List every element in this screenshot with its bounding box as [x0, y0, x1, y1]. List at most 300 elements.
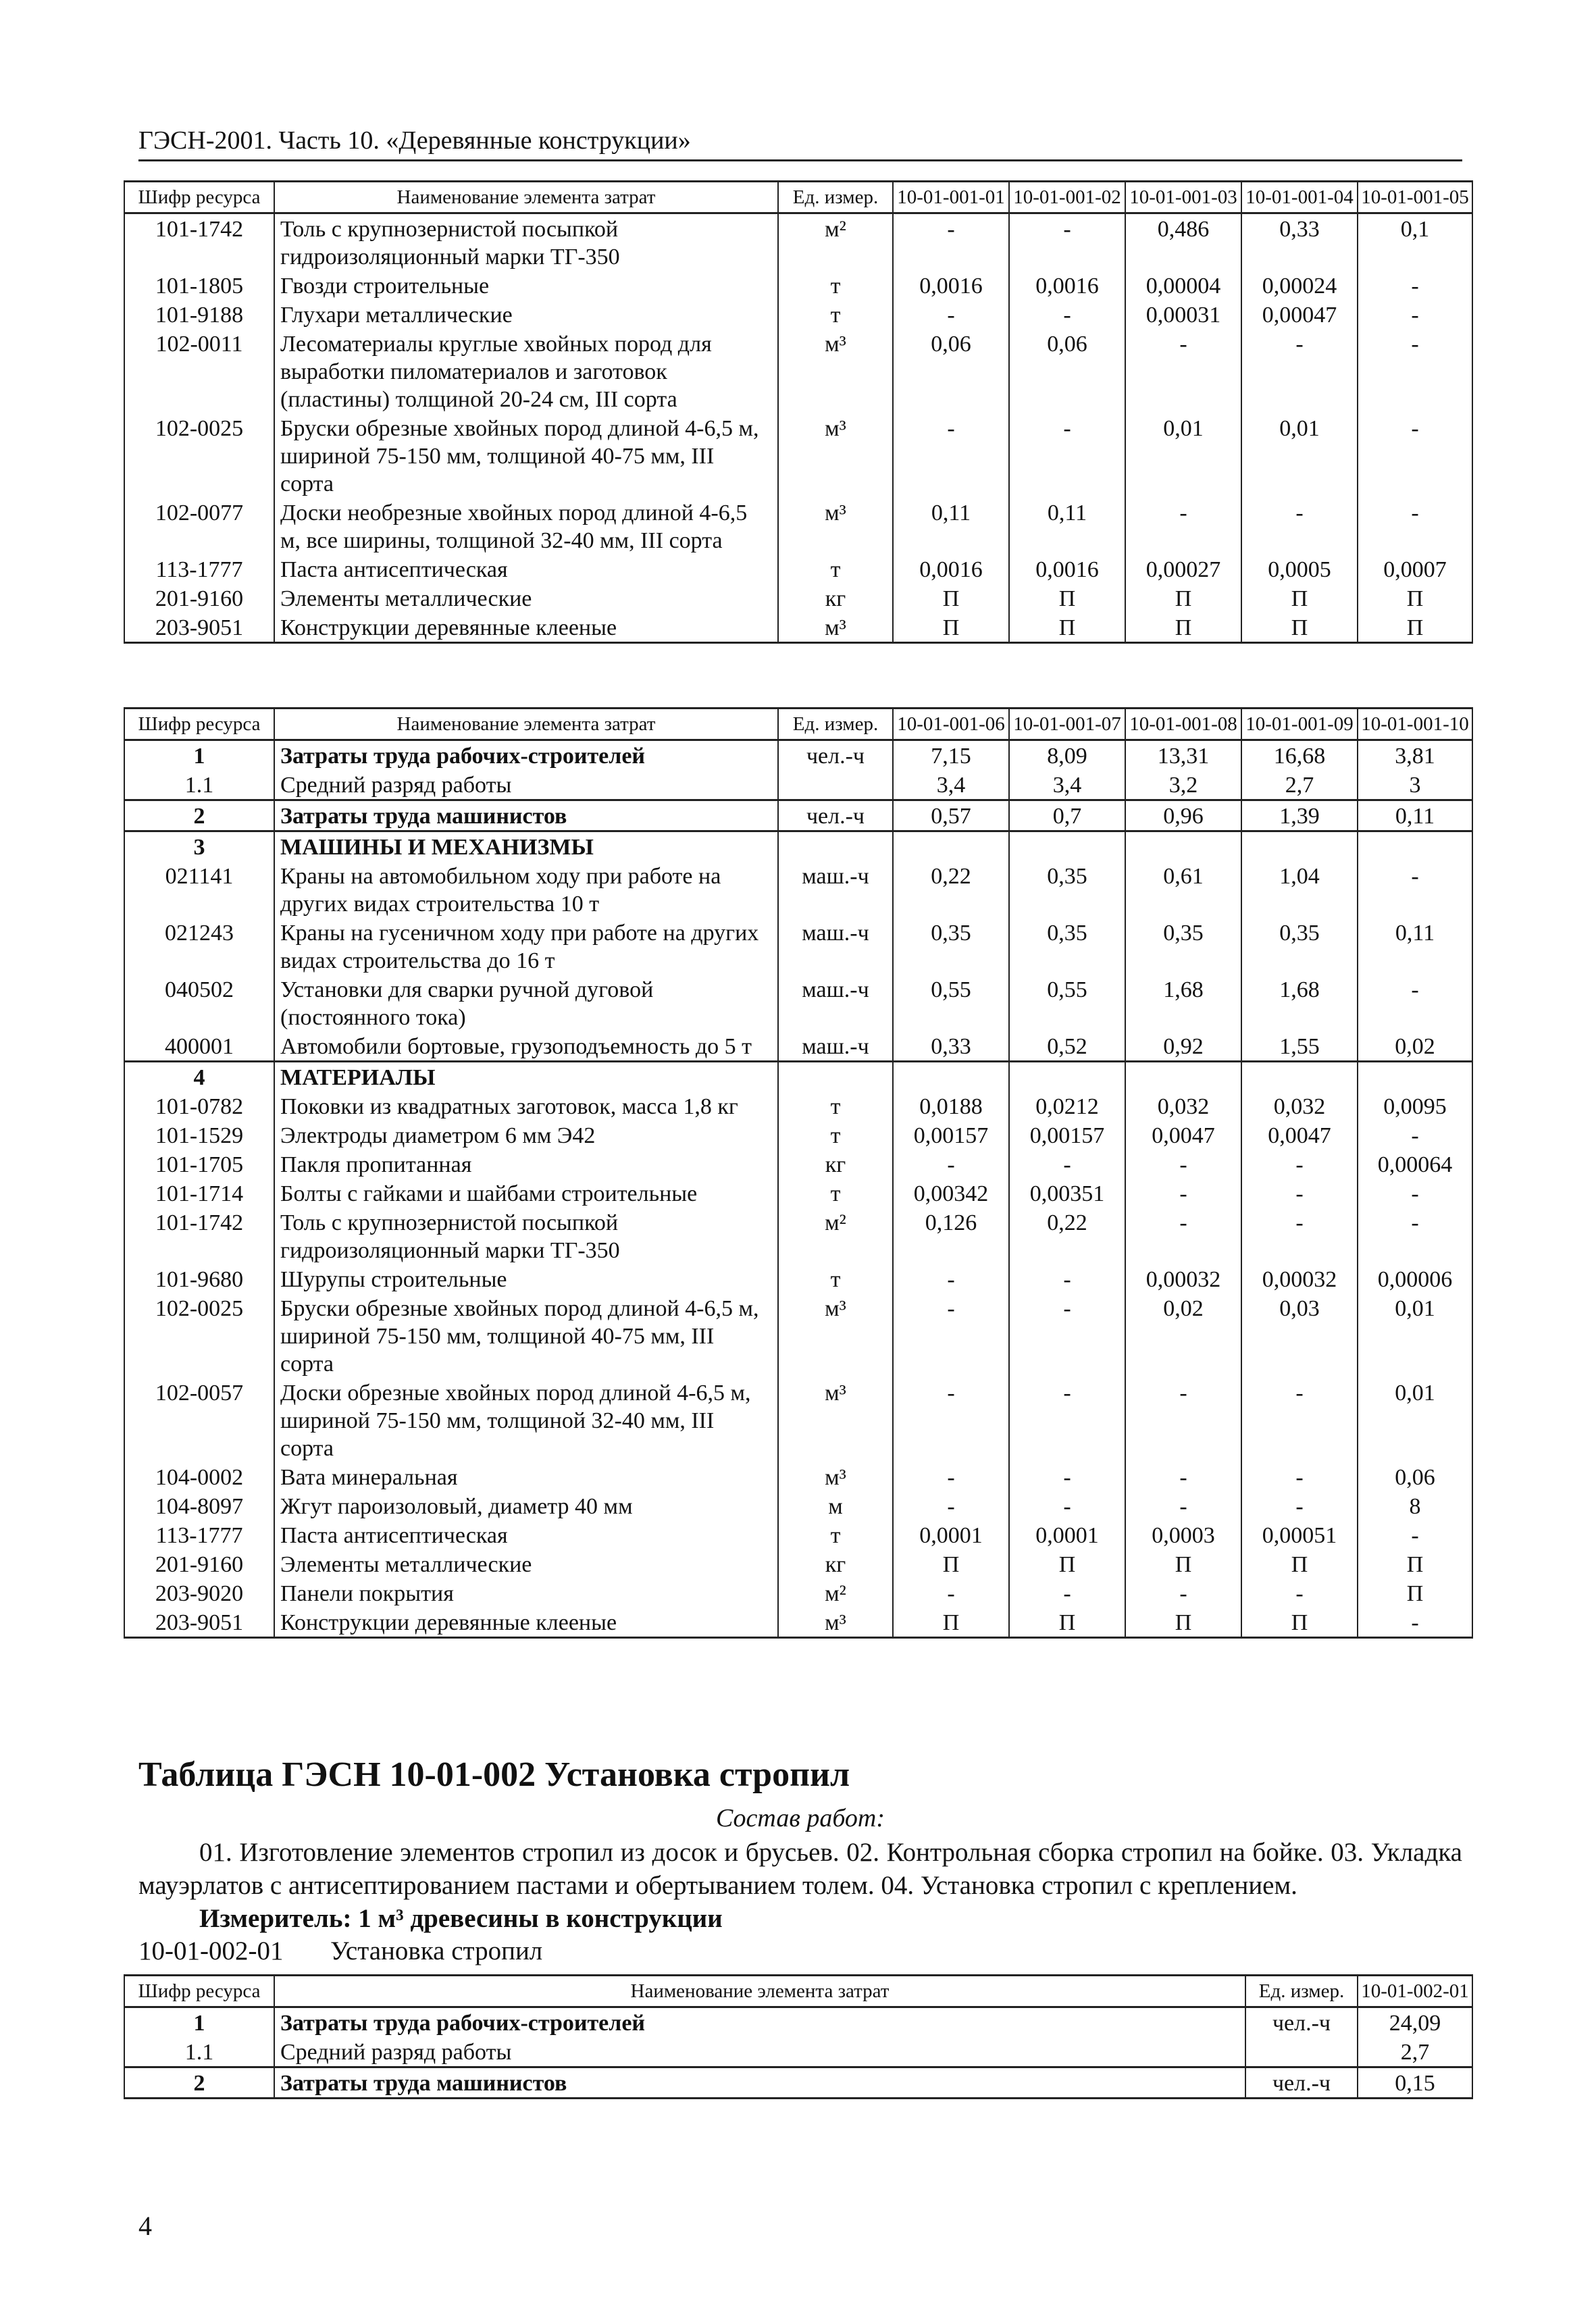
resource-code-cell: 021243 [124, 918, 274, 975]
norm-value-cell: 0,00342 [893, 1179, 1009, 1208]
cost-element-name-cell: Электроды диаметром 6 мм Э42 [274, 1121, 778, 1150]
table-row [124, 1150, 1472, 1179]
table1-body [124, 182, 1472, 643]
norm-value-cell: 3,4 [893, 770, 1009, 800]
norm-value-cell: - [1125, 1491, 1241, 1520]
norm-value-cell: 0,00064 [1358, 1150, 1472, 1179]
unit-cell: т [778, 271, 893, 300]
table3-body [124, 1976, 1472, 2099]
cost-element-name-cell: Толь с крупнозернистой посыпкой гидроизоляционный марки ТГ-350 [274, 1208, 778, 1264]
norm-value-cell: 0,0016 [893, 271, 1009, 300]
resource-code-cell: 203-9051 [124, 613, 274, 643]
table-row [124, 1520, 1472, 1549]
work-composition-label: Состав работ: [715, 1804, 885, 1832]
norm-value-cell: П [1125, 1549, 1241, 1578]
norm-value-cell: 0,96 [1125, 800, 1241, 831]
norm-value-cell: П [1358, 613, 1472, 643]
norm-value-cell: 0,0212 [1009, 1091, 1125, 1121]
norm-value-cell: - [1241, 1491, 1358, 1520]
table-row [124, 1179, 1472, 1208]
unit-cell: м³ [778, 1378, 893, 1462]
resource-code-cell: 101-9680 [124, 1264, 274, 1293]
norm-value-cell: 0,22 [893, 861, 1009, 918]
unit-cell: м² [778, 1578, 893, 1608]
cost-element-name-cell: Краны на автомобильном ходу при работе на других видах строительства 10 т [274, 861, 778, 918]
norm-value-cell: П [893, 584, 1009, 613]
cost-element-name-cell: Краны на гусеничном ходу при работе на других видах строительства до 16 т [274, 918, 778, 975]
unit-cell: м³ [778, 1293, 893, 1378]
norm-value-cell: 0,126 [893, 1208, 1009, 1264]
resource-code-cell: 101-0782 [124, 1091, 274, 1121]
table-row [124, 770, 1472, 800]
norm-value-cell: - [1358, 413, 1472, 498]
unit-cell [778, 1062, 893, 1092]
resource-code-cell: 201-9160 [124, 1549, 274, 1578]
resource-code-cell: 040502 [124, 975, 274, 1031]
table-row [124, 918, 1472, 975]
norm-value-cell: 0,01 [1125, 413, 1241, 498]
norm-value-cell [1358, 831, 1472, 862]
norm-value-cell [1241, 1062, 1358, 1092]
table-row [124, 1121, 1472, 1150]
norm-value-cell: 1,68 [1241, 975, 1358, 1031]
resource-code-cell: 4 [124, 1062, 274, 1092]
norm-value-cell: 0,0188 [893, 1091, 1009, 1121]
norm-value-cell: 0,35 [1125, 918, 1241, 975]
cost-element-name-cell: Бруски обрезные хвойных пород длиной 4-6,5 м, шириной 75-150 мм, толщиной 40-75 мм, III сорта [274, 413, 778, 498]
cost-element-name-cell: Средний разряд работы [274, 770, 778, 800]
norm-value-cell [1358, 1062, 1472, 1092]
norm-value-cell: 3,81 [1358, 740, 1472, 771]
column-header: 10-01-001-01 [893, 182, 1009, 213]
norm-value-cell: 0,35 [1009, 861, 1125, 918]
norm-value-cell: П [1358, 584, 1472, 613]
norm-value-cell: - [1125, 329, 1241, 413]
norm-value-cell: П [1241, 613, 1358, 643]
norm-value-cell: 1,55 [1241, 1031, 1358, 1062]
norm-value-cell: - [893, 1578, 1009, 1608]
norm-value-cell: 0,00351 [1009, 1179, 1125, 1208]
table-row [124, 1608, 1472, 1638]
norm-value-cell: 3,4 [1009, 770, 1125, 800]
column-header: 10-01-001-10 [1358, 709, 1472, 740]
resource-code-cell: 104-0002 [124, 1462, 274, 1491]
cost-element-name-cell: Доски обрезные хвойных пород длиной 4-6,5 м, шириной 75-150 мм, толщиной 32-40 мм, III сорта [274, 1378, 778, 1462]
resource-code-cell: 1.1 [124, 2037, 274, 2067]
unit-cell: т [778, 1520, 893, 1549]
norm-value-cell: 0,0016 [1009, 271, 1125, 300]
norm-value-cell: - [893, 1293, 1009, 1378]
column-header: 10-01-001-02 [1009, 182, 1125, 213]
cost-element-name-cell: Гвозди строительные [274, 271, 778, 300]
cost-element-name-cell: Болты с гайками и шайбами строительные [274, 1179, 778, 1208]
norm-value-cell: П [1358, 1549, 1472, 1578]
cost-element-name-cell: Элементы металлические [274, 1549, 778, 1578]
page-header: ГЭСН-2001. Часть 10. «Деревянные конструкции» [138, 126, 691, 155]
norm-value-cell: 0,0001 [893, 1520, 1009, 1549]
norm-value-cell: П [893, 613, 1009, 643]
column-header: Шифр ресурса [124, 1976, 274, 2007]
page-number: 4 [138, 2211, 152, 2241]
unit-cell [778, 831, 893, 862]
unit-cell: т [778, 1179, 893, 1208]
table-row [124, 2007, 1472, 2038]
column-header: Ед. измер. [778, 182, 893, 213]
resource-code-cell: 2 [124, 2067, 274, 2099]
cost-element-name-cell: Жгут пароизоловый, диаметр 40 мм [274, 1491, 778, 1520]
norm-value-cell: - [1125, 498, 1241, 555]
resource-table-10-01-002-01 [124, 1974, 1473, 2099]
column-header: Наименование элемента затрат [274, 709, 778, 740]
norm-value-cell: 1,39 [1241, 800, 1358, 831]
cost-element-name-cell: Конструкции деревянные клееные [274, 1608, 778, 1638]
unit-cell: кг [778, 584, 893, 613]
norm-value-cell: - [1009, 1378, 1125, 1462]
norm-value-cell: П [1241, 1549, 1358, 1578]
table-row [124, 413, 1472, 498]
norm-value-cell: 13,31 [1125, 740, 1241, 771]
norm-value-cell: 0,57 [893, 800, 1009, 831]
norm-value-cell: П [1241, 584, 1358, 613]
norm-value-cell: 3,2 [1125, 770, 1241, 800]
unit-cell: чел.-ч [778, 800, 893, 831]
table-row [124, 1578, 1472, 1608]
table-header-row [124, 1976, 1472, 2007]
resource-code-cell: 203-9051 [124, 1608, 274, 1638]
norm-code-line [138, 1936, 542, 1966]
table-row [124, 1264, 1472, 1293]
resource-code-cell: 102-0025 [124, 413, 274, 498]
measurement-unit: Измеритель: 1 м³ древесины в конструкции [199, 1904, 723, 1933]
norm-value-cell: 0,00006 [1358, 1264, 1472, 1293]
section-title: Таблица ГЭСН 10-01-002 Установка стропил [138, 1755, 850, 1794]
unit-cell: чел.-ч [1245, 2007, 1358, 2038]
column-header: Ед. измер. [1245, 1976, 1358, 2007]
table-row [124, 2067, 1472, 2099]
norm-value-cell: 0,0047 [1241, 1121, 1358, 1150]
norm-value-cell [1241, 831, 1358, 862]
norm-value-cell: - [1125, 1150, 1241, 1179]
table-row [124, 740, 1472, 771]
norm-value-cell: - [1358, 975, 1472, 1031]
table-row [124, 271, 1472, 300]
norm-value-cell: - [893, 1378, 1009, 1462]
norm-value-cell: П [893, 1608, 1009, 1638]
unit-cell: т [778, 1091, 893, 1121]
norm-value-cell: 0,0005 [1241, 555, 1358, 584]
resource-code-cell: 104-8097 [124, 1491, 274, 1520]
column-header: 10-01-001-04 [1241, 182, 1358, 213]
unit-cell: м³ [778, 329, 893, 413]
cost-element-name-cell: Доски необрезные хвойных пород длиной 4-6,5 м, все ширины, толщиной 32-40 мм, III сорта [274, 498, 778, 555]
resource-code-cell: 101-1805 [124, 271, 274, 300]
norm-value-cell: 8 [1358, 1491, 1472, 1520]
norm-value-cell: - [1241, 1462, 1358, 1491]
unit-cell [1245, 2037, 1358, 2067]
norm-value-cell: 0,52 [1009, 1031, 1125, 1062]
table-row [124, 861, 1472, 918]
norm-value-cell: 0,0003 [1125, 1520, 1241, 1549]
norm-value-cell: 2,7 [1358, 2037, 1472, 2067]
norm-value-cell: 0,00157 [893, 1121, 1009, 1150]
norm-value-cell: 8,09 [1009, 740, 1125, 771]
norm-value-cell: - [893, 213, 1009, 272]
norm-value-cell: 0,00047 [1241, 300, 1358, 329]
norm-value-cell: 0,00157 [1009, 1121, 1125, 1150]
norm-value-cell: - [1009, 213, 1125, 272]
resource-code-cell: 102-0011 [124, 329, 274, 413]
norm-value-cell: 0,33 [1241, 213, 1358, 272]
resource-code-cell: 102-0057 [124, 1378, 274, 1462]
norm-value-cell: 0,61 [1125, 861, 1241, 918]
resource-code-cell: 101-1742 [124, 213, 274, 272]
table-row [124, 2037, 1472, 2067]
norm-value-cell: 0,11 [1358, 918, 1472, 975]
norm-value-cell: 0,01 [1358, 1293, 1472, 1378]
unit-cell: т [778, 555, 893, 584]
norm-value-cell: - [1358, 1208, 1472, 1264]
norm-value-cell: 0,35 [1241, 918, 1358, 975]
cost-element-name-cell: Вата минеральная [274, 1462, 778, 1491]
norm-value-cell: 0,0007 [1358, 555, 1472, 584]
norm-value-cell: 0,032 [1241, 1091, 1358, 1121]
unit-cell: м² [778, 1208, 893, 1264]
norm-value-cell: П [1125, 613, 1241, 643]
norm-value-cell: - [1358, 271, 1472, 300]
norm-value-cell [1009, 1062, 1125, 1092]
norm-value-cell: 3 [1358, 770, 1472, 800]
unit-cell: маш.-ч [778, 1031, 893, 1062]
norm-value-cell: - [1009, 1264, 1125, 1293]
cost-element-name-cell: Паста антисептическая [274, 1520, 778, 1549]
norm-value-cell: - [893, 1264, 1009, 1293]
resource-table-10-01-001-01-05 [124, 180, 1473, 644]
unit-cell: м³ [778, 1608, 893, 1638]
norm-value-cell [1125, 831, 1241, 862]
norm-value-cell: 1,04 [1241, 861, 1358, 918]
norm-value-cell: - [1241, 1578, 1358, 1608]
table-row [124, 1378, 1472, 1462]
norm-value-cell: - [1241, 1378, 1358, 1462]
table-row [124, 1293, 1472, 1378]
resource-code-cell: 101-1742 [124, 1208, 274, 1264]
resource-code-cell: 3 [124, 831, 274, 862]
norm-value-cell [1009, 831, 1125, 862]
cost-element-name-cell: Панели покрытия [274, 1578, 778, 1608]
column-header: 10-01-001-06 [893, 709, 1009, 740]
norm-value-cell: П [1358, 1578, 1472, 1608]
cost-element-name-cell: Конструкции деревянные клееные [274, 613, 778, 643]
norm-value-cell: 0,03 [1241, 1293, 1358, 1378]
table-row [124, 1091, 1472, 1121]
norm-value-cell: - [1241, 498, 1358, 555]
norm-value-cell: 7,15 [893, 740, 1009, 771]
resource-code-cell: 201-9160 [124, 584, 274, 613]
unit-cell: т [778, 1121, 893, 1150]
table-header-row [124, 182, 1472, 213]
column-header: Шифр ресурса [124, 709, 274, 740]
resource-code-cell: 101-1529 [124, 1121, 274, 1150]
unit-cell [778, 770, 893, 800]
table-row [124, 1491, 1472, 1520]
resource-code-cell: 1 [124, 740, 274, 771]
norm-value-cell: 1,68 [1125, 975, 1241, 1031]
resource-code-cell: 102-0025 [124, 1293, 274, 1378]
norm-value-cell: - [893, 1491, 1009, 1520]
cost-element-name-cell: Затраты труда машинистов [274, 800, 778, 831]
column-header: Ед. измер. [778, 709, 893, 740]
unit-cell: маш.-ч [778, 918, 893, 975]
resource-code-cell: 1 [124, 2007, 274, 2038]
column-header: 10-01-002-01 [1358, 1976, 1472, 2007]
column-header: Шифр ресурса [124, 182, 274, 213]
cost-element-name-cell: МАТЕРИАЛЫ [274, 1062, 778, 1092]
norm-value-cell: 0,00004 [1125, 271, 1241, 300]
table-header-row [124, 709, 1472, 740]
norm-value-cell: 0,55 [1009, 975, 1125, 1031]
norm-value-cell: 2,7 [1241, 770, 1358, 800]
unit-cell: маш.-ч [778, 975, 893, 1031]
norm-value-cell: 0,22 [1009, 1208, 1125, 1264]
cost-element-name-cell: Шурупы строительные [274, 1264, 778, 1293]
norm-value-cell [893, 1062, 1009, 1092]
norm-value-cell: 0,35 [1009, 918, 1125, 975]
norm-value-cell: 0,1 [1358, 213, 1472, 272]
resource-code-cell: 203-9020 [124, 1578, 274, 1608]
cost-element-name-cell: Толь с крупнозернистой посыпкой гидроизоляционный марки ТГ-350 [274, 213, 778, 272]
resource-code-cell: 113-1777 [124, 1520, 274, 1549]
header-rule [138, 159, 1462, 161]
norm-value-cell: П [1241, 1608, 1358, 1638]
norm-value-cell: - [1009, 1293, 1125, 1378]
norm-value-cell: 0,11 [1358, 800, 1472, 831]
column-header: 10-01-001-05 [1358, 182, 1472, 213]
norm-value-cell: П [1009, 1549, 1125, 1578]
norm-value-cell: - [1358, 1608, 1472, 1638]
norm-value-cell: - [893, 1150, 1009, 1179]
norm-value-cell: - [1241, 1179, 1358, 1208]
norm-value-cell [893, 831, 1009, 862]
resource-code-cell: 021141 [124, 861, 274, 918]
norm-value-cell: 0,33 [893, 1031, 1009, 1062]
norm-value-cell: 0,01 [1358, 1378, 1472, 1462]
norm-value-cell: - [1358, 300, 1472, 329]
norm-value-cell: - [1358, 1121, 1472, 1150]
norm-value-cell: - [893, 1462, 1009, 1491]
norm-value-cell: - [1125, 1208, 1241, 1264]
unit-cell: т [778, 300, 893, 329]
norm-value-cell: 0,032 [1125, 1091, 1241, 1121]
column-header: 10-01-001-09 [1241, 709, 1358, 740]
unit-cell: м³ [778, 1462, 893, 1491]
unit-cell: м³ [778, 413, 893, 498]
table-row [124, 1208, 1472, 1264]
cost-element-name-cell: Затраты труда рабочих-строителей [274, 740, 778, 771]
norm-value-cell: П [1125, 584, 1241, 613]
norm-value-cell: 0,55 [893, 975, 1009, 1031]
norm-value-cell: 0,0016 [893, 555, 1009, 584]
norm-value-cell [1125, 1062, 1241, 1092]
resource-code-cell: 113-1777 [124, 555, 274, 584]
work-composition-text: 01. Изготовление элементов стропил из досок и брусьев. 02. Контрольная сборка стропил на бойке. 03. Укладка мауэрлатов с антисептированием пастами и обертыванием толем. 04. Установка стропил с креплением. [138, 1838, 1462, 1900]
table-row [124, 584, 1472, 613]
norm-value-cell: 0,0047 [1125, 1121, 1241, 1150]
cost-element-name-cell: Затраты труда машинистов [274, 2067, 1245, 2099]
cost-element-name-cell: Затраты труда рабочих-строителей [274, 2007, 1245, 2038]
unit-cell: маш.-ч [778, 861, 893, 918]
norm-value-cell: 0,0016 [1009, 555, 1125, 584]
resource-code-cell: 101-9188 [124, 300, 274, 329]
unit-cell: м² [778, 213, 893, 272]
norm-value-cell: 0,11 [893, 498, 1009, 555]
cost-element-name-cell: МАШИНЫ И МЕХАНИЗМЫ [274, 831, 778, 862]
resource-code-cell: 102-0077 [124, 498, 274, 555]
norm-value-cell: - [1358, 1179, 1472, 1208]
norm-value-cell: 0,00032 [1241, 1264, 1358, 1293]
norm-value-cell: 0,00032 [1125, 1264, 1241, 1293]
table-row [124, 613, 1472, 643]
norm-value-cell: - [1009, 300, 1125, 329]
unit-cell: м³ [778, 498, 893, 555]
resource-code-cell: 2 [124, 800, 274, 831]
table-row [124, 300, 1472, 329]
norm-value-cell: - [1125, 1462, 1241, 1491]
table-row [124, 1062, 1472, 1092]
norm-value-cell: 0,00027 [1125, 555, 1241, 584]
unit-cell: кг [778, 1150, 893, 1179]
table-row [124, 213, 1472, 272]
norm-value-cell: - [1241, 329, 1358, 413]
table-row [124, 1031, 1472, 1062]
norm-value-cell: 0,0095 [1358, 1091, 1472, 1121]
norm-value-cell: - [1358, 498, 1472, 555]
unit-cell: чел.-ч [1245, 2067, 1358, 2099]
norm-value-cell: 0,11 [1009, 498, 1125, 555]
norm-value-cell: 0,00031 [1125, 300, 1241, 329]
cost-element-name-cell: Бруски обрезные хвойных пород длиной 4-6,5 м, шириной 75-150 мм, толщиной 40-75 мм, III сорта [274, 1293, 778, 1378]
norm-value-cell: - [1358, 1520, 1472, 1549]
resource-code-cell: 101-1705 [124, 1150, 274, 1179]
norm-value-cell: 0,01 [1241, 413, 1358, 498]
unit-cell: кг [778, 1549, 893, 1578]
cost-element-name-cell: Паста антисептическая [274, 555, 778, 584]
column-header: Наименование элемента затрат [274, 182, 778, 213]
norm-value-cell: - [1241, 1208, 1358, 1264]
table-row [124, 555, 1472, 584]
unit-cell: м³ [778, 613, 893, 643]
norm-value-cell: - [1125, 1578, 1241, 1608]
resource-code-cell: 400001 [124, 1031, 274, 1062]
norm-value-cell: - [1241, 1150, 1358, 1179]
norm-value-cell: 0,486 [1125, 213, 1241, 272]
norm-value-cell: - [1009, 1150, 1125, 1179]
norm-value-cell: - [1358, 861, 1472, 918]
column-header: Наименование элемента затрат [274, 1976, 1245, 2007]
table-row [124, 498, 1472, 555]
resource-code-cell: 1.1 [124, 770, 274, 800]
norm-value-cell: - [1358, 329, 1472, 413]
norm-value-cell: 0,35 [893, 918, 1009, 975]
norm-value-cell: - [1125, 1179, 1241, 1208]
table2-body [124, 709, 1472, 1638]
cost-element-name-cell: Пакля пропитанная [274, 1150, 778, 1179]
cost-element-name-cell: Поковки из квадратных заготовок, масса 1,8 кг [274, 1091, 778, 1121]
table-row [124, 329, 1472, 413]
unit-cell: чел.-ч [778, 740, 893, 771]
resource-code-cell: 101-1714 [124, 1179, 274, 1208]
norm-value-cell: П [1009, 1608, 1125, 1638]
table-row [124, 1462, 1472, 1491]
